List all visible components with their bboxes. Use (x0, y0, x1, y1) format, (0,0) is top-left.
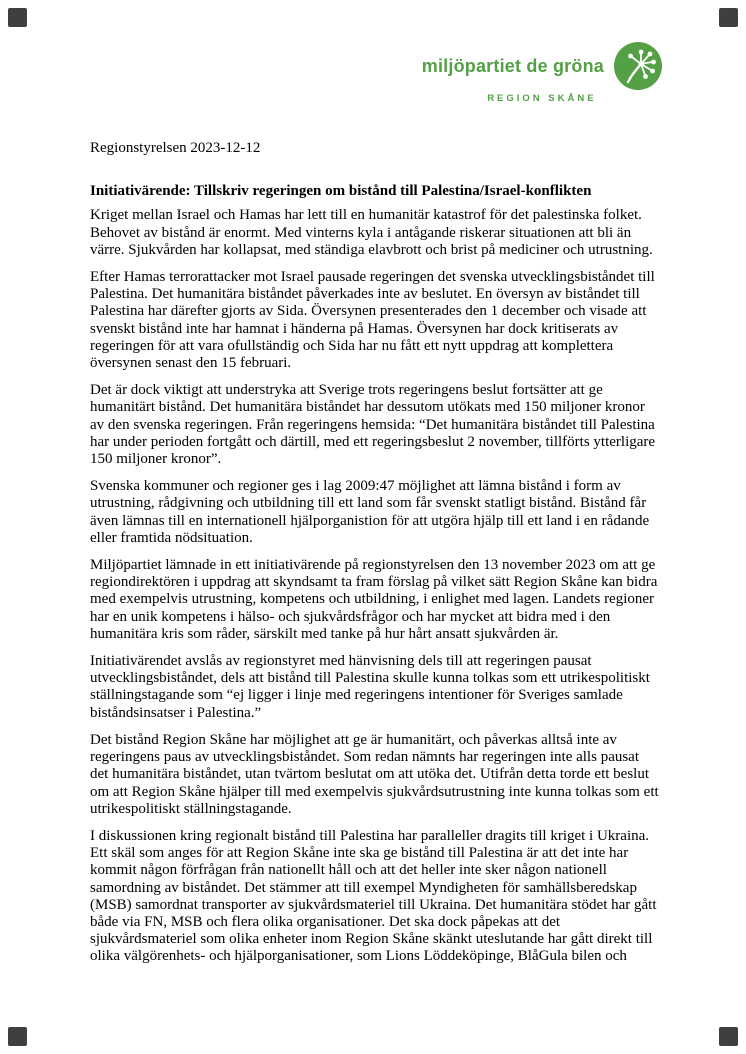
paragraph: Kriget mellan Israel och Hamas har lett till en humanitär katastrof för det palestinska folket. Behovet av bistånd är enormt. Med vinterns kyla i antågande riskerar situationen att bli än värre. Sjukvården har kollapsat, med ständiga elavbrott och brist på mediciner och utrustning. (90, 207, 653, 258)
crop-mark-top-right (719, 8, 738, 27)
paragraph: Det bistånd Region Skåne har möjlighet att ge är humanitärt, och påverkas alltså inte av regeringens paus av utvecklingsbiståndet. Som redan nämnts har regeringen inte alls pausat det humanitära biståndet, utan tvärtom beslutat om att utöka det. Utifrån detta torde ett beslut om att Region Skåne hjälper till med exempelvis sjukvårdsutrustning inte kunna tolkas som ett utrikespolitiskt ställningstagande. (90, 731, 659, 817)
party-logo (422, 42, 662, 104)
date-line: Regionstyrelsen 2023-12-12 (90, 140, 261, 156)
crop-mark-bottom-right (719, 1027, 738, 1046)
document-body (90, 140, 660, 976)
paragraph: Det är dock viktigt att understryka att Sverige trots regeringens beslut fortsätter att ge humanitärt bistånd. Det humanitära biståndet har dessutom utökats med 150 miljoner kronor av den svenska regeringen. Från regeringens hemsida: “Det humanitära biståndet till Palestina har under perioden fortgått och därtill, med ett regeringsbeslut 2 november, tillförts ytterligare 150 miljoner kronor”. (90, 382, 656, 468)
document-heading: Initiativärende: Tillskriv regeringen om bistånd till Palestina/Israel-konflikten (90, 183, 592, 200)
paragraph: Svenska kommuner och regioner ges i lag 2009:47 möjlighet att lämna bistånd i form av utrustning, rådgivning och utbildning till ett land som får svenskt statligt bistånd. Bistånd får även lämnas till en internationell hjälporganistion för att utgöra hjälp till ett land i en rådande eller framtida nödsituation. (90, 478, 650, 546)
logo-row (422, 42, 662, 90)
paragraph: I diskussionen kring regionalt bistånd till Palestina har paralleller dragits till kriget i Ukraina. Ett skäl som anges för att Region Skåne inte ska ge bistånd till Palestina är att det inte har kommit någon förfrågan från nationellt håll och att det heller inte sker någon nationell samordning av biståndet. Det stämmer att till exempel Myndigheten för samhällsberedskap (MSB) samordnat transporter av sjukvårdsmateriel till Ukraina. Det humanitära stödet har gått både via FN, MSB och flera olika organisationer. Det ska dock påpekas att det sjukvårdsmateriel som olika enheter inom Region Skåne skänkt uteslutande har gått direkt till olika välgörenhets- och hjälporganisationer, som Lions Löddeköpinge, BlåGula bilen och (90, 827, 657, 965)
crop-mark-bottom-left (8, 1027, 27, 1046)
paragraph: Efter Hamas terrorattacker mot Israel pausade regeringen det svenska utvecklingsbiståndet till Palestina. Det humanitära biståndet påverkades inte av beslutet. En översyn av biståndet till Palestina har därefter gjorts av Sida. Översynen presenterades den 1 december och visade att svenskt bistånd inte har hamnat i händerna på Hamas. Översynen har dock kritiserats av regeringen för att vara ofullständig och Sida har nu fått ett nytt uppdrag att komplettera översynen senast den 15 februari. (90, 269, 655, 372)
logo-brand-text: miljöpartiet de gröna (421, 55, 604, 76)
paragraph: Miljöpartiet lämnade in ett initiativärende på regionstyrelsen den 13 november 2023 om att ge regiondirektören i uppdrag att skyndsamt ta fram förslag på vilket sätt Region Skåne kan bidra med exempelvis utrustning, kompetens och utbildning, i enlighet med lagen. Landets regioner har en unik kompetens i hälso- och sjukvårdsfrågor och har mycket att bidra med i den humanitära kris som råder, särskilt med tanke på hur hårt ansatt sjukvården är. (90, 557, 658, 642)
paragraph: Initiativärendet avslås av regionstyret med hänvisning dels till att regeringen pausat utvecklingsbiståndet, dels att bistånd till Palestina skulle kunna tolkas som ett utrikespolitiskt ställningstagande som “ej ligger i linje med regeringens intentioner för Sveriges samlade biståndsinsatser i Palestina.” (90, 653, 650, 721)
dandelion-icon (614, 42, 662, 90)
crop-mark-top-left (8, 8, 27, 27)
logo-region-text: REGION SKÅNE (487, 93, 597, 104)
